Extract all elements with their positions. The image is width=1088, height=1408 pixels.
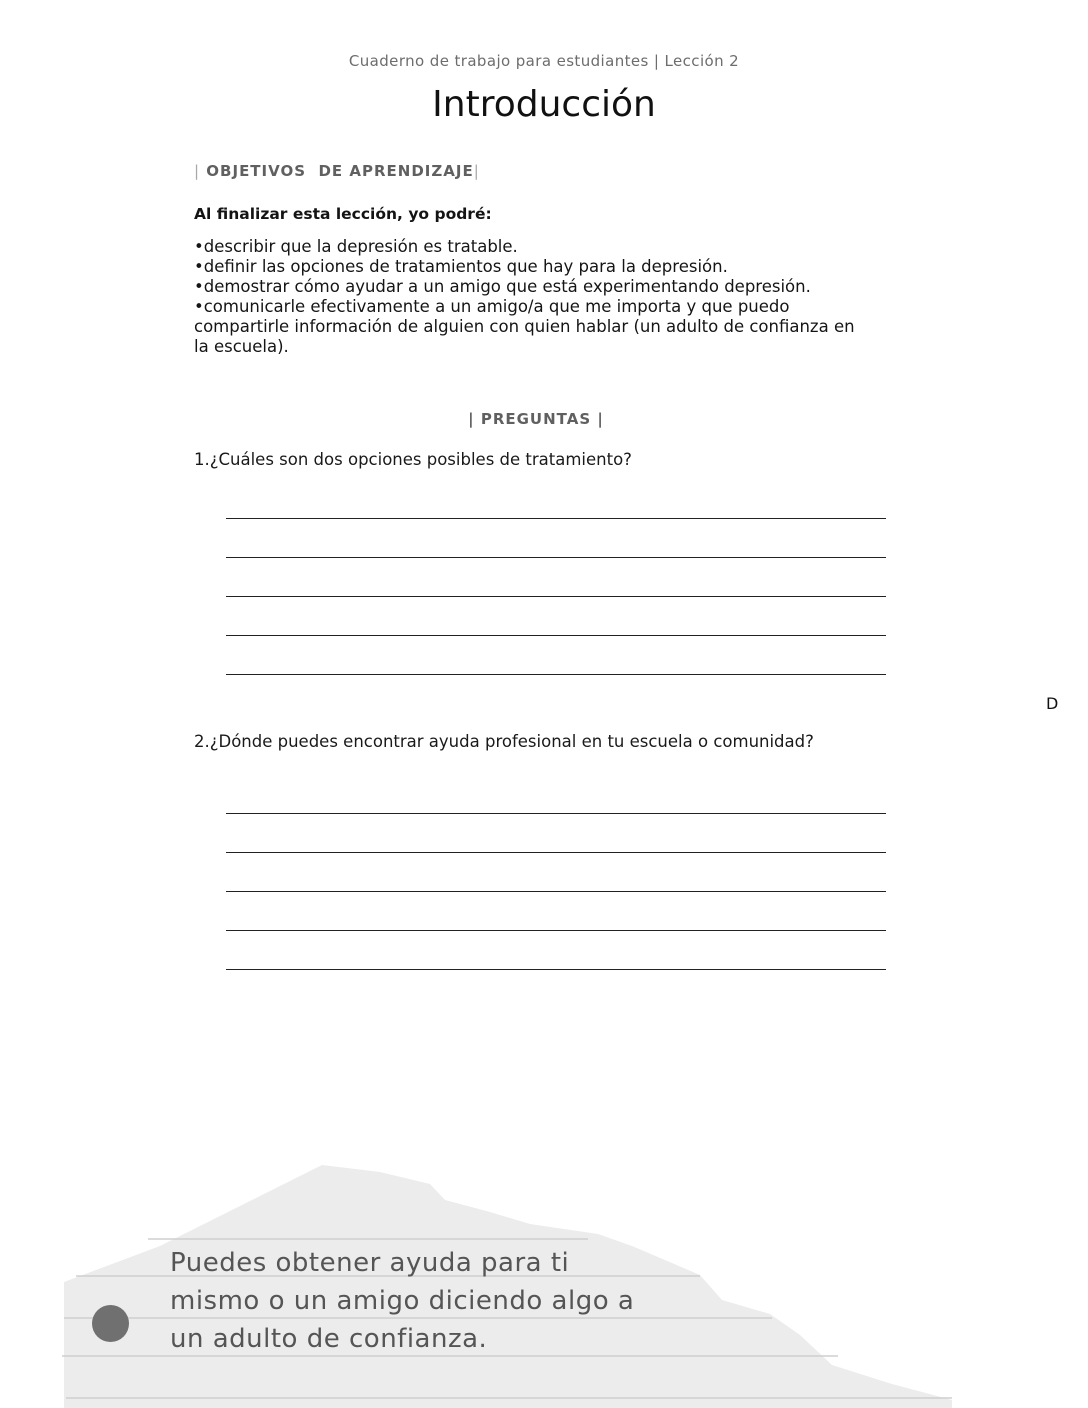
question-1: 1.¿Cuáles son dos opciones posibles de tratamiento?	[194, 450, 632, 469]
question-2: 2.¿Dónde puedes encontrar ayuda profesional en tu escuela o comunidad?	[194, 732, 814, 751]
objective-item	[194, 277, 874, 297]
objective-item-text: demostrar cómo ayudar a un amigo que está experimentando depresión.	[203, 277, 811, 296]
objectives-intro: Al finalizar esta lección, yo podré:	[194, 205, 492, 223]
answer-line[interactable]	[226, 930, 886, 931]
objective-item	[194, 257, 874, 277]
answer-line[interactable]	[226, 635, 886, 636]
answer-line[interactable]	[226, 596, 886, 597]
label-bar-right: |	[597, 410, 604, 428]
questions-section-label	[0, 410, 1072, 428]
label-bar-left: |	[468, 410, 475, 428]
answer-line[interactable]	[226, 891, 886, 892]
objective-item	[194, 237, 874, 257]
objective-item-text: definir las opciones de tratamientos que hay para la depresión.	[203, 257, 728, 276]
label-bar-left: |	[194, 162, 201, 180]
answer-line[interactable]	[226, 674, 886, 675]
objectives-label-text: OBJETIVOS DE APRENDIZAJE	[206, 162, 474, 180]
page-title: Introducción	[432, 84, 656, 125]
answer-line[interactable]	[226, 518, 886, 519]
label-bar-right: |	[473, 162, 480, 180]
bullet-dot	[92, 1305, 129, 1342]
answer-line[interactable]	[226, 557, 886, 558]
side-mark: D	[1046, 694, 1059, 713]
questions-label-text: PREGUNTAS	[480, 410, 592, 428]
answer-line[interactable]	[226, 852, 886, 853]
objective-item-text: describir que la depresión es tratable.	[203, 237, 518, 256]
callout-text: Puedes obtener ayuda para ti mismo o un amigo diciendo algo a un adulto de confianza.	[170, 1248, 635, 1354]
objective-item	[194, 297, 874, 357]
answer-line[interactable]	[226, 969, 886, 970]
objectives-list	[194, 237, 874, 357]
answer-line[interactable]	[226, 813, 886, 814]
running-header: Cuaderno de trabajo para estudiantes | Lección 2	[348, 52, 740, 70]
objectives-section-label	[194, 162, 480, 180]
objective-item-text: comunicarle efectivamente a un amigo/a que me importa y que puedo compartirle información de alguien con quien hablar (un adulto de confianza en la escuela).	[194, 297, 855, 356]
